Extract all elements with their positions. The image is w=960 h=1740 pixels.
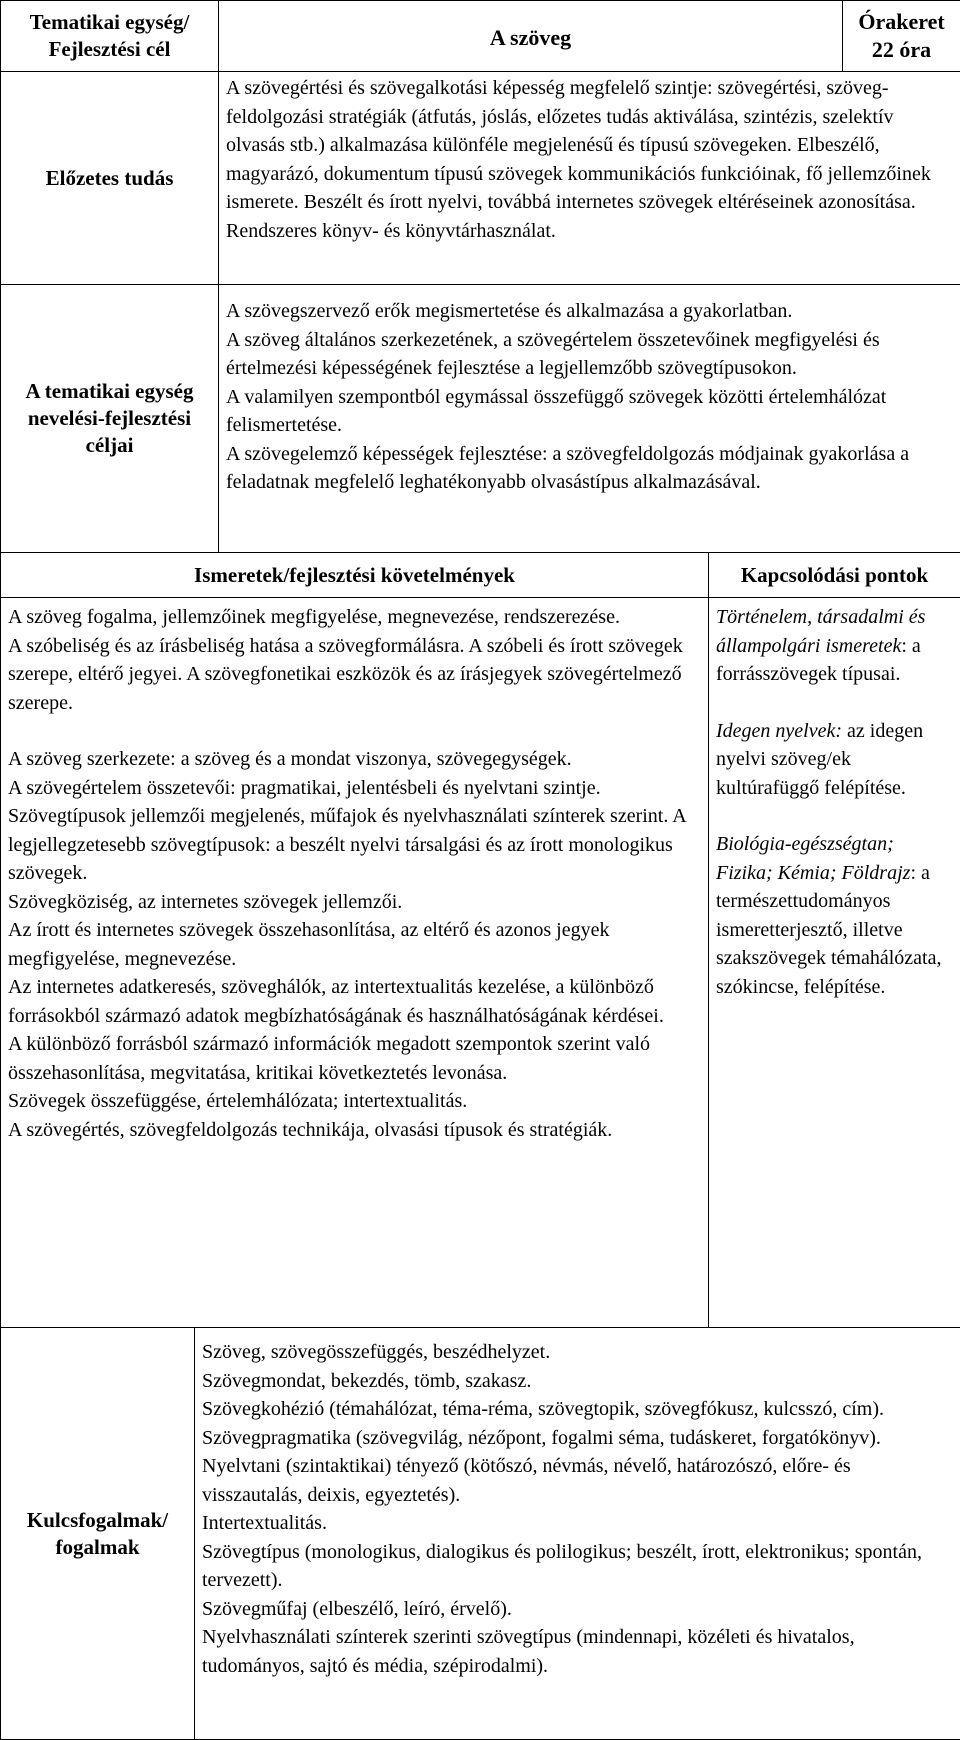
requirement-paragraph: A szóbeliség és az írásbeliség hatása a szövegformálásra. A szóbeli és írott szövegek szerepe, eltérő jegyei. A szövegfonetikai eszközök és az írásjegyek szövegértelmező szerepe. xyxy=(8,634,683,714)
unit-overview-table xyxy=(0,0,960,553)
requirement-paragraph: Szövegek összefüggése, értelemhálózata; intertextualitás. xyxy=(8,1090,468,1112)
key-concept-item: Szövegpragmatika (szövegvilág, nézőpont, fogalmi séma, tudáskeret, forgatókönyv). xyxy=(202,1426,881,1449)
key-concept-item: Szövegműfaj (elbeszélő, leíró, érvelő). xyxy=(202,1597,512,1620)
prior-knowledge-label: Előzetes tudás xyxy=(1,72,219,285)
goals-paragraph: A valamilyen szempontból egymással összefüggő szövegek közötti értelemhálózat felismertetése. xyxy=(226,385,887,436)
hours-cell xyxy=(843,1,960,72)
hours-value: 22 óra xyxy=(871,37,932,62)
requirement-paragraph: A szöveg fogalma, jellemzőinek megfigyelése, megnevezése, rendszerezése. xyxy=(8,606,620,628)
key-concepts-table xyxy=(0,1327,960,1740)
connection-description: : a természettudományos ismeretterjesztő, illetve szakszövegek témahálózata, szókincse, felépítése. xyxy=(716,861,942,998)
key-concepts-row xyxy=(1,1328,960,1740)
key-concepts-label-line2: fogalmak xyxy=(55,1534,140,1559)
key-concept-item: Szövegmondat, bekezdés, tömb, szakasz. xyxy=(202,1369,532,1392)
key-concept-item: Szövegtípus (monologikus, dialogikus és polilogikus; beszélt, írott, elektronikus; spontán, tervezett). xyxy=(202,1540,922,1591)
hours-label: Órakeret xyxy=(858,9,945,34)
key-concept-item: Intertextualitás. xyxy=(202,1512,327,1534)
requirement-paragraph: Az internetes adatkeresés, szöveghálók, az intertextualitás kezelése, a különböző forrásokból származó adatok megbízhatóságának és használhatóságának kérdései. xyxy=(8,976,664,1027)
connection-description: az idegen nyelvi szöveg/ek kultúrafüggő felépítése. xyxy=(716,719,924,799)
requirements-header-row xyxy=(1,553,960,598)
prior-knowledge-paragraph: A szövegértési és szövegalkotási képesség megfelelő szintje: szövegértési, szöveg-feldolgozási stratégiák (átfutás, jóslás, előzetes tudás aktiválása, szintézis, szelektív olvasás stb.) alkalmazása különféle megjelenésű és típusú szövegeken. Elbeszélő, magyarázó, dokumentum típusú szövegek kommunikációs funkcióinak, fő jellemzőinek ismerete. Beszélt és írott nyelvi, továbbá internetes szövegek eltéréseinek azonosítása. Rendszeres könyv- és könyvtárhasználat. xyxy=(226,77,931,242)
requirement-paragraph: Szövegtípusok jellemzői megjelenés, műfajok és nyelvhasználati színterek szerint. A legjellegzetesebb szövegtípusok: a beszélt nyelvi társalgási és az írott monologikus szövegek. xyxy=(8,805,686,884)
key-concept-item: Nyelvtani (szintaktikai) tényező (kötőszó, névmás, névelő, határozószó, előre- és visszautalás, deixis, egyeztetés). xyxy=(202,1455,851,1506)
requirement-paragraph: Szövegköziség, az internetes szövegek jellemzői. xyxy=(8,890,403,913)
prior-knowledge-row xyxy=(1,72,960,285)
goals-paragraph: A szöveg általános szerkezetének, a szövegértelem összetevőinek megfigyelési és értelmezési képességének fejlesztése a legjellemzőbb szövegtípusokon. xyxy=(226,328,880,379)
requirements-text xyxy=(1,598,709,1328)
key-concepts-label-line1: Kulcsfogalmak/ xyxy=(26,1507,169,1532)
prior-knowledge-text xyxy=(219,72,960,285)
requirement-paragraph: A különböző forrásból származó információk megadott szempontok szerint való összehasonlítása, megvitatása, kritikai következtetés levonása. xyxy=(8,1033,651,1084)
requirements-header: Ismeretek/fejlesztési követelmények xyxy=(1,553,709,598)
goals-label: A tematikai egység nevelési-fejlesztési céljai xyxy=(1,285,219,553)
connection-subject: Történelem, társadalmi és állampolgári ismeretek xyxy=(716,606,926,657)
connections-header: Kapcsolódási pontok xyxy=(709,553,960,598)
key-concepts-text xyxy=(195,1328,960,1740)
connection-description: : a forrásszövegek típusai. xyxy=(716,634,921,685)
connection-subject: Biológia-egészségtan; Fizika; Kémia; Földrajz xyxy=(716,833,911,884)
requirement-paragraph: A szövegértelem összetevői: pragmatikai, jelentésbeli és nyelvtani szintje. xyxy=(8,776,601,799)
header-row xyxy=(1,1,960,72)
requirement-paragraph: A szövegértés, szövegfeldolgozás technikája, olvasási típusok és stratégiák. xyxy=(8,1118,613,1141)
paragraph-gap xyxy=(8,717,694,745)
key-concept-item: Nyelvhasználati színterek szerinti szövegtípus (mindennapi, közéleti és hivatalos, tudományos, sajtó és média, szépirodalmi). xyxy=(202,1626,855,1677)
unit-title: A szöveg xyxy=(219,1,843,72)
connection-item xyxy=(716,717,953,803)
goals-row xyxy=(1,285,960,553)
unit-goal-header xyxy=(1,1,219,72)
key-concepts-label xyxy=(1,1328,195,1740)
requirement-paragraph: Az írott és internetes szövegek összehasonlítása, az eltérő és azonos jegyek megfigyelése, megnevezése. xyxy=(8,919,610,970)
connections-text xyxy=(709,598,960,1328)
unit-goal-header-line2: Fejlesztési cél xyxy=(48,37,171,61)
unit-goal-header-line1: Tematikai egység/ xyxy=(29,10,190,34)
connection-item xyxy=(716,830,953,1001)
key-concept-item: Szövegkohézió (témahálózat, téma-réma, szövegtopik, szövegfókusz, kulcsszó, cím). xyxy=(202,1398,884,1420)
goals-text xyxy=(219,285,960,553)
goals-paragraph: A szövegelemző képességek fejlesztése: a szövegfeldolgozás módjainak gyakorlása a feladatnak megfelelő leghatékonyabb olvasástípus alkalmazásával. xyxy=(226,442,910,493)
goals-paragraph: A szövegszervező erők megismertetése és alkalmazása a gyakorlatban. xyxy=(226,300,793,322)
key-concept-item: Szöveg, szövegösszefüggés, beszédhelyzet. xyxy=(202,1341,551,1363)
paragraph-gap xyxy=(716,689,953,717)
requirements-table xyxy=(0,552,960,1328)
requirement-paragraph: A szöveg szerkezete: a szöveg és a mondat viszonya, szövegegységek. xyxy=(8,748,572,770)
connection-subject: Idegen nyelvek: xyxy=(716,719,843,742)
connection-item xyxy=(716,603,953,689)
paragraph-gap xyxy=(716,802,953,830)
requirements-content-row xyxy=(1,598,960,1328)
